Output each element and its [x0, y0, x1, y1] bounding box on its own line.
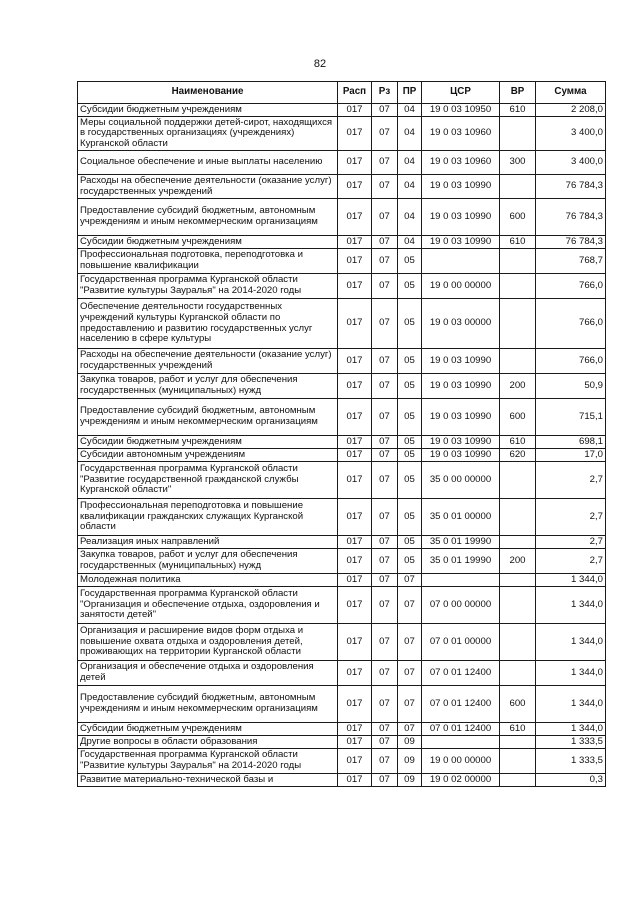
- table-row: [78, 549, 606, 574]
- cell-name: Организация и расширение видов форм отдыха и повышение охвата отдыха и оздоровления детей, проживающих на территории Курганской области: [78, 624, 338, 661]
- cell-rasp: 017: [338, 587, 372, 624]
- cell-csr: [422, 736, 500, 749]
- cell-sum: 1 333,5: [536, 749, 606, 774]
- column-header-vr: ВР: [500, 82, 536, 104]
- cell-vr: [500, 574, 536, 587]
- cell-rasp: 017: [338, 723, 372, 736]
- cell-rz: 07: [372, 723, 398, 736]
- cell-csr: 19 0 03 00000: [422, 299, 500, 349]
- table-row: [78, 774, 606, 787]
- cell-vr: 200: [500, 549, 536, 574]
- table-row: [78, 349, 606, 374]
- cell-csr: 19 0 03 10950: [422, 104, 500, 117]
- cell-sum: 76 784,3: [536, 175, 606, 199]
- cell-vr: 600: [500, 686, 536, 723]
- cell-name: Развитие материально-технической базы и: [78, 774, 338, 787]
- cell-pr: 07: [398, 587, 422, 624]
- cell-rasp: 017: [338, 686, 372, 723]
- cell-rz: 07: [372, 299, 398, 349]
- cell-sum: 698,1: [536, 436, 606, 449]
- table-row: [78, 574, 606, 587]
- cell-csr: 19 0 03 10960: [422, 151, 500, 175]
- table-row: [78, 536, 606, 549]
- table-row: [78, 274, 606, 299]
- cell-csr: 07 0 00 00000: [422, 587, 500, 624]
- cell-name: Субсидии бюджетным учреждениям: [78, 236, 338, 249]
- cell-rasp: 017: [338, 374, 372, 399]
- cell-rasp: 017: [338, 151, 372, 175]
- cell-rz: 07: [372, 449, 398, 462]
- cell-sum: 766,0: [536, 349, 606, 374]
- cell-rz: 07: [372, 661, 398, 686]
- cell-csr: 19 0 03 10990: [422, 374, 500, 399]
- cell-name: Профессиональная подготовка, переподготовка и повышение квалификации: [78, 249, 338, 274]
- cell-csr: [422, 574, 500, 587]
- cell-name: Государственная программа Курганской области "Организация и обеспечение отдыха, оздоровления и занятости детей": [78, 587, 338, 624]
- table-row: [78, 104, 606, 117]
- cell-sum: 766,0: [536, 274, 606, 299]
- cell-vr: [500, 274, 536, 299]
- cell-pr: 05: [398, 436, 422, 449]
- cell-rz: 07: [372, 624, 398, 661]
- cell-csr: 07 0 01 00000: [422, 624, 500, 661]
- cell-rasp: 017: [338, 104, 372, 117]
- table-row: [78, 199, 606, 236]
- cell-sum: 766,0: [536, 299, 606, 349]
- cell-vr: 600: [500, 399, 536, 436]
- table-row: [78, 175, 606, 199]
- cell-rz: 07: [372, 499, 398, 536]
- cell-name: Расходы на обеспечение деятельности (оказание услуг) государственных учреждений: [78, 175, 338, 199]
- cell-sum: 1 344,0: [536, 686, 606, 723]
- cell-csr: 35 0 01 19990: [422, 549, 500, 574]
- cell-vr: 610: [500, 236, 536, 249]
- column-header-rz: Рз: [372, 82, 398, 104]
- cell-sum: 1 333,5: [536, 736, 606, 749]
- cell-sum: 76 784,3: [536, 236, 606, 249]
- cell-rasp: 017: [338, 399, 372, 436]
- cell-rasp: 017: [338, 274, 372, 299]
- cell-vr: [500, 299, 536, 349]
- cell-sum: 2,7: [536, 499, 606, 536]
- cell-pr: 07: [398, 624, 422, 661]
- cell-vr: [500, 536, 536, 549]
- table-row: [78, 299, 606, 349]
- table-row: [78, 249, 606, 274]
- cell-rasp: 017: [338, 774, 372, 787]
- table-row: [78, 686, 606, 723]
- cell-rasp: 017: [338, 624, 372, 661]
- cell-name: Молодежная политика: [78, 574, 338, 587]
- column-header-name: Наименование: [78, 82, 338, 104]
- cell-csr: 19 0 00 00000: [422, 749, 500, 774]
- cell-pr: 04: [398, 151, 422, 175]
- cell-csr: 07 0 01 12400: [422, 723, 500, 736]
- cell-rz: 07: [372, 104, 398, 117]
- cell-pr: 09: [398, 736, 422, 749]
- cell-vr: [500, 175, 536, 199]
- cell-sum: 768,7: [536, 249, 606, 274]
- cell-csr: 35 0 01 00000: [422, 499, 500, 536]
- cell-rasp: 017: [338, 749, 372, 774]
- cell-rz: 07: [372, 374, 398, 399]
- cell-vr: [500, 462, 536, 499]
- cell-rz: 07: [372, 399, 398, 436]
- cell-pr: 04: [398, 104, 422, 117]
- column-header-pr: ПР: [398, 82, 422, 104]
- cell-pr: 09: [398, 774, 422, 787]
- table-row: [78, 499, 606, 536]
- cell-rasp: 017: [338, 349, 372, 374]
- column-header-sum: Сумма: [536, 82, 606, 104]
- cell-name: Государственная программа Курганской области "Развитие культуры Зауралья" на 2014-2020 годы: [78, 274, 338, 299]
- cell-pr: 07: [398, 723, 422, 736]
- cell-pr: 05: [398, 499, 422, 536]
- cell-vr: [500, 736, 536, 749]
- cell-sum: 2,7: [536, 536, 606, 549]
- cell-sum: 1 344,0: [536, 624, 606, 661]
- cell-vr: 610: [500, 104, 536, 117]
- cell-csr: 19 0 03 10990: [422, 349, 500, 374]
- cell-sum: 2 208,0: [536, 104, 606, 117]
- table-body: [78, 104, 606, 787]
- cell-name: Предоставление субсидий бюджетным, автономным учреждениям и иным некоммерческим организациям: [78, 199, 338, 236]
- cell-csr: 19 0 03 10990: [422, 449, 500, 462]
- cell-csr: 35 0 00 00000: [422, 462, 500, 499]
- table-row: [78, 749, 606, 774]
- cell-rasp: 017: [338, 536, 372, 549]
- cell-name: Субсидии бюджетным учреждениям: [78, 104, 338, 117]
- table-row: [78, 736, 606, 749]
- cell-csr: 19 0 03 10990: [422, 236, 500, 249]
- cell-rasp: 017: [338, 175, 372, 199]
- cell-sum: 50,9: [536, 374, 606, 399]
- cell-rz: 07: [372, 274, 398, 299]
- cell-rasp: 017: [338, 736, 372, 749]
- cell-name: Субсидии бюджетным учреждениям: [78, 723, 338, 736]
- cell-name: Предоставление субсидий бюджетным, автономным учреждениям и иным некоммерческим организациям: [78, 686, 338, 723]
- table-row: [78, 723, 606, 736]
- cell-rz: 07: [372, 175, 398, 199]
- cell-rz: 07: [372, 574, 398, 587]
- cell-vr: 300: [500, 151, 536, 175]
- cell-rz: 07: [372, 536, 398, 549]
- cell-vr: [500, 774, 536, 787]
- cell-pr: 05: [398, 349, 422, 374]
- cell-csr: 19 0 03 10990: [422, 199, 500, 236]
- cell-csr: 07 0 01 12400: [422, 686, 500, 723]
- cell-csr: 19 0 03 10990: [422, 436, 500, 449]
- cell-sum: 3 400,0: [536, 117, 606, 151]
- cell-csr: 19 0 02 00000: [422, 774, 500, 787]
- cell-pr: 05: [398, 536, 422, 549]
- cell-sum: 1 344,0: [536, 574, 606, 587]
- cell-name: Государственная программа Курганской области "Развитие государственной гражданской службы Курганской области": [78, 462, 338, 499]
- cell-rz: 07: [372, 236, 398, 249]
- table-header-row: [78, 82, 606, 104]
- cell-pr: 04: [398, 199, 422, 236]
- cell-csr: 19 0 03 10990: [422, 399, 500, 436]
- cell-vr: 610: [500, 723, 536, 736]
- table-row: [78, 462, 606, 499]
- cell-rasp: 017: [338, 236, 372, 249]
- cell-pr: 07: [398, 661, 422, 686]
- cell-rz: 07: [372, 249, 398, 274]
- cell-rz: 07: [372, 549, 398, 574]
- cell-name: Государственная программа Курганской области "Развитие культуры Зауралья" на 2014-2020 годы: [78, 749, 338, 774]
- cell-sum: 76 784,3: [536, 199, 606, 236]
- cell-csr: 19 0 03 10960: [422, 117, 500, 151]
- cell-vr: 620: [500, 449, 536, 462]
- column-header-rasp: Расп: [338, 82, 372, 104]
- cell-rz: 07: [372, 199, 398, 236]
- cell-vr: [500, 249, 536, 274]
- cell-rz: 07: [372, 686, 398, 723]
- table-row: [78, 661, 606, 686]
- cell-rz: 07: [372, 462, 398, 499]
- cell-rasp: 017: [338, 249, 372, 274]
- cell-vr: [500, 499, 536, 536]
- cell-name: Предоставление субсидий бюджетным, автономным учреждениям и иным некоммерческим организациям: [78, 399, 338, 436]
- table-row: [78, 449, 606, 462]
- cell-rasp: 017: [338, 117, 372, 151]
- cell-rz: 07: [372, 436, 398, 449]
- cell-pr: 09: [398, 749, 422, 774]
- cell-name: Профессиональная переподготовка и повышение квалификации гражданских служащих Курганской области: [78, 499, 338, 536]
- cell-rasp: 017: [338, 574, 372, 587]
- page-number: 82: [313, 58, 327, 70]
- cell-sum: 715,1: [536, 399, 606, 436]
- cell-pr: 04: [398, 175, 422, 199]
- cell-sum: 17,0: [536, 449, 606, 462]
- cell-name: Организация и обеспечение отдыха и оздоровления детей: [78, 661, 338, 686]
- cell-name: Субсидии бюджетным учреждениям: [78, 436, 338, 449]
- cell-pr: 04: [398, 236, 422, 249]
- column-header-csr: ЦСР: [422, 82, 500, 104]
- cell-csr: 19 0 03 10990: [422, 175, 500, 199]
- table-row: [78, 151, 606, 175]
- cell-sum: 1 344,0: [536, 587, 606, 624]
- cell-rz: 07: [372, 736, 398, 749]
- cell-vr: [500, 624, 536, 661]
- cell-rasp: 017: [338, 549, 372, 574]
- cell-vr: [500, 117, 536, 151]
- cell-csr: [422, 249, 500, 274]
- cell-pr: 05: [398, 374, 422, 399]
- table-row: [78, 587, 606, 624]
- table-row: [78, 236, 606, 249]
- cell-pr: 04: [398, 117, 422, 151]
- cell-pr: 05: [398, 399, 422, 436]
- cell-pr: 05: [398, 274, 422, 299]
- cell-pr: 05: [398, 462, 422, 499]
- cell-name: Обеспечение деятельности государственных учреждений культуры Курганской области по предоставлению и развитию государственных услуг населению в сфере культуры: [78, 299, 338, 349]
- cell-pr: 05: [398, 549, 422, 574]
- cell-rz: 07: [372, 117, 398, 151]
- cell-vr: 610: [500, 436, 536, 449]
- cell-rasp: 017: [338, 661, 372, 686]
- cell-pr: 05: [398, 299, 422, 349]
- cell-sum: 2,7: [536, 462, 606, 499]
- cell-rz: 07: [372, 349, 398, 374]
- cell-csr: 07 0 01 12400: [422, 661, 500, 686]
- table-row: [78, 624, 606, 661]
- budget-table: [77, 81, 606, 787]
- table-row: [78, 117, 606, 151]
- cell-name: Другие вопросы в области образования: [78, 736, 338, 749]
- cell-name: Закупка товаров, работ и услуг для обеспечения государственных (муниципальных) нужд: [78, 374, 338, 399]
- cell-name: Реализация иных направлений: [78, 536, 338, 549]
- cell-pr: 07: [398, 686, 422, 723]
- cell-vr: [500, 661, 536, 686]
- cell-rasp: 017: [338, 462, 372, 499]
- cell-rasp: 017: [338, 299, 372, 349]
- cell-vr: [500, 587, 536, 624]
- cell-sum: 2,7: [536, 549, 606, 574]
- cell-sum: 1 344,0: [536, 661, 606, 686]
- cell-sum: 0,3: [536, 774, 606, 787]
- cell-name: Меры социальной поддержки детей-сирот, находящихся в государственных организациях (учреждениях) Курганской области: [78, 117, 338, 151]
- cell-pr: 07: [398, 574, 422, 587]
- cell-rz: 07: [372, 749, 398, 774]
- cell-rz: 07: [372, 587, 398, 624]
- cell-rasp: 017: [338, 436, 372, 449]
- cell-vr: 600: [500, 199, 536, 236]
- table-row: [78, 374, 606, 399]
- cell-name: Расходы на обеспечение деятельности (оказание услуг) государственных учреждений: [78, 349, 338, 374]
- cell-vr: [500, 749, 536, 774]
- cell-rasp: 017: [338, 449, 372, 462]
- cell-csr: 19 0 00 00000: [422, 274, 500, 299]
- cell-sum: 3 400,0: [536, 151, 606, 175]
- cell-pr: 05: [398, 249, 422, 274]
- cell-name: Субсидии автономным учреждениям: [78, 449, 338, 462]
- cell-rasp: 017: [338, 499, 372, 536]
- cell-vr: [500, 349, 536, 374]
- cell-sum: 1 344,0: [536, 723, 606, 736]
- cell-name: Социальное обеспечение и иные выплаты населению: [78, 151, 338, 175]
- table-row: [78, 399, 606, 436]
- cell-csr: 35 0 01 19990: [422, 536, 500, 549]
- cell-rasp: 017: [338, 199, 372, 236]
- cell-vr: 200: [500, 374, 536, 399]
- cell-pr: 05: [398, 449, 422, 462]
- table-row: [78, 436, 606, 449]
- cell-rz: 07: [372, 774, 398, 787]
- cell-rz: 07: [372, 151, 398, 175]
- cell-name: Закупка товаров, работ и услуг для обеспечения государственных (муниципальных) нужд: [78, 549, 338, 574]
